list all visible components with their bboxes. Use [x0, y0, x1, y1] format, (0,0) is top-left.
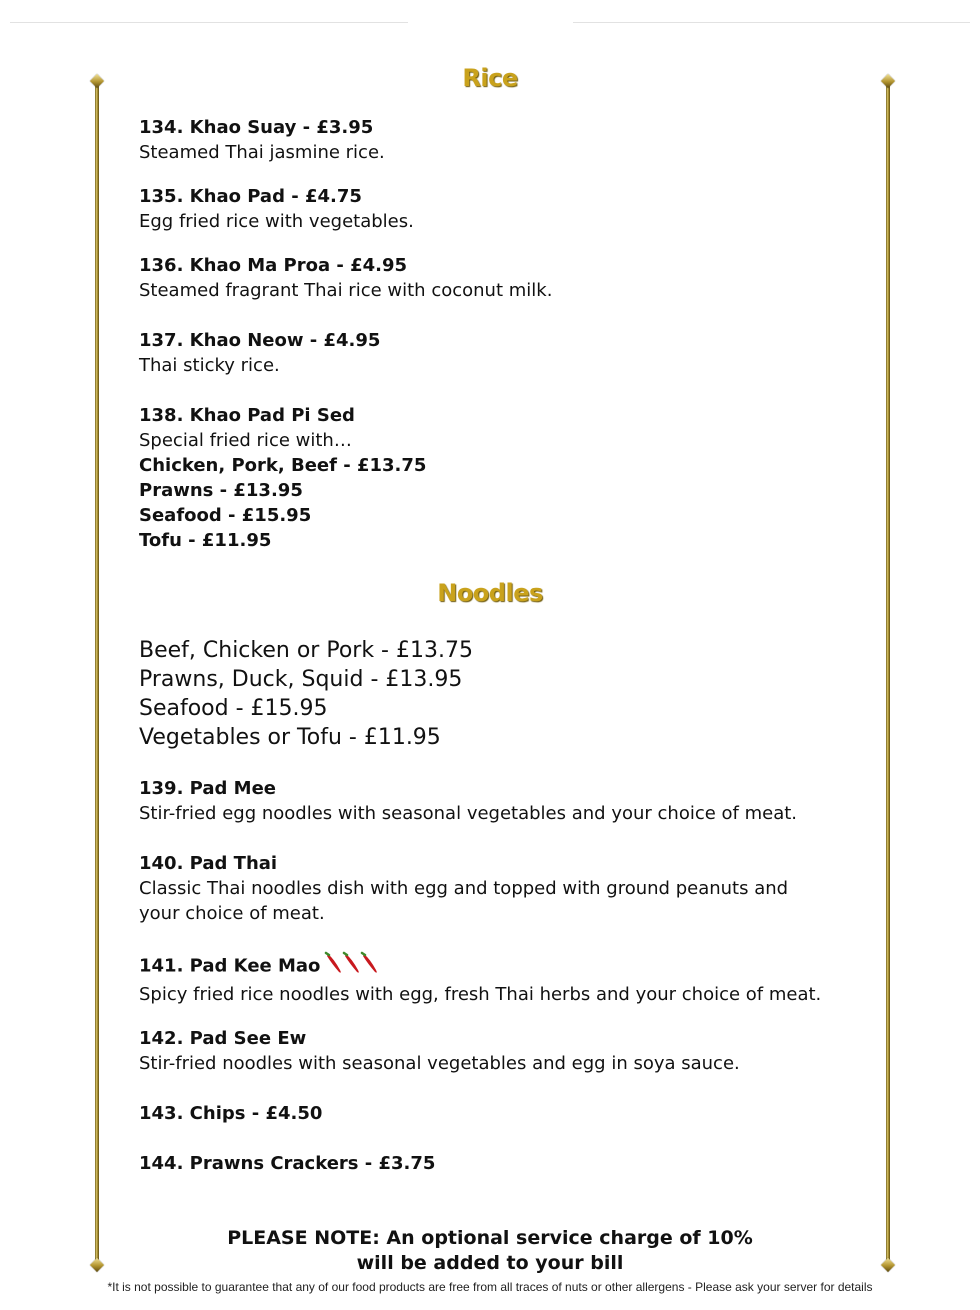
item-option-price: Prawns - £13.95	[139, 480, 303, 501]
menu-item	[139, 253, 849, 303]
item-description: your choice of meat.	[139, 903, 325, 924]
item-name: 138. Khao Pad Pi Sed	[139, 405, 355, 426]
menu-item	[139, 328, 849, 378]
menu-item	[139, 951, 849, 1007]
item-description: Steamed fragrant Thai rice with coconut milk.	[139, 280, 553, 301]
menu-item	[139, 1151, 849, 1176]
item-description: Thai sticky rice.	[139, 355, 280, 376]
menu-item	[139, 403, 849, 553]
noodle-price-line: Beef, Chicken or Pork - £13.75	[139, 638, 473, 663]
gold-border-left	[95, 82, 99, 1266]
allergen-disclaimer: *It is not possible to guarantee that any of our food products are free from all traces of nuts or other allergens - Please ask your server for details	[107, 1280, 873, 1294]
item-name: 137. Khao Neow - £4.95	[139, 330, 381, 351]
top-divider-left	[10, 22, 408, 23]
chili-pepper-icon	[324, 951, 382, 982]
item-description: Classic Thai noodles dish with egg and topped with ground peanuts and	[139, 878, 789, 899]
gold-border-right	[886, 82, 890, 1266]
menu-item	[139, 115, 849, 165]
item-description: Egg fried rice with vegetables.	[139, 211, 414, 232]
item-name: 141. Pad Kee Mao	[139, 955, 321, 977]
item-name: 144. Prawns Crackers - £3.75	[139, 1153, 436, 1174]
section-title-rice: Rice	[462, 64, 518, 92]
section-title-noodles: Noodles	[437, 579, 543, 607]
item-name: 136. Khao Ma Proa - £4.95	[139, 255, 408, 276]
item-description: Special fried rice with…	[139, 430, 352, 451]
item-description: Stir-fried egg noodles with seasonal vegetables and your choice of meat.	[139, 803, 798, 824]
note-text: An optional service charge of 10%	[379, 1227, 753, 1249]
item-description: Steamed Thai jasmine rice.	[139, 142, 385, 163]
item-name: 135. Khao Pad - £4.75	[139, 186, 362, 207]
menu-item	[139, 776, 849, 826]
menu-item	[139, 184, 849, 234]
menu-item	[139, 1101, 849, 1126]
item-option-price: Chicken, Pork, Beef - £13.75	[139, 455, 427, 476]
noodle-price-line: Vegetables or Tofu - £11.95	[139, 725, 441, 750]
menu-item	[139, 1026, 849, 1076]
item-name: 139. Pad Mee	[139, 778, 277, 799]
note-text-line2: will be added to your bill	[356, 1252, 624, 1274]
noodle-price-line: Seafood - £15.95	[139, 696, 328, 721]
item-name: 134. Khao Suay - £3.95	[139, 117, 374, 138]
item-name: 140. Pad Thai	[139, 853, 278, 874]
menu-item	[139, 851, 849, 926]
item-name: 142. Pad See Ew	[139, 1028, 307, 1049]
top-divider-right	[573, 22, 970, 23]
service-charge-note	[0, 1226, 980, 1276]
item-option-price: Seafood - £15.95	[139, 505, 312, 526]
item-description: Spicy fried rice noodles with egg, fresh Thai herbs and your choice of meat.	[139, 984, 822, 1005]
noodle-price-line: Prawns, Duck, Squid - £13.95	[139, 667, 463, 692]
item-name-row	[139, 951, 849, 982]
item-name: 143. Chips - £4.50	[139, 1103, 323, 1124]
noodle-price-list	[139, 636, 839, 752]
note-lead: PLEASE NOTE:	[227, 1227, 380, 1249]
item-option-price: Tofu - £11.95	[139, 530, 272, 551]
item-description: Stir-fried noodles with seasonal vegetables and egg in soya sauce.	[139, 1053, 740, 1074]
